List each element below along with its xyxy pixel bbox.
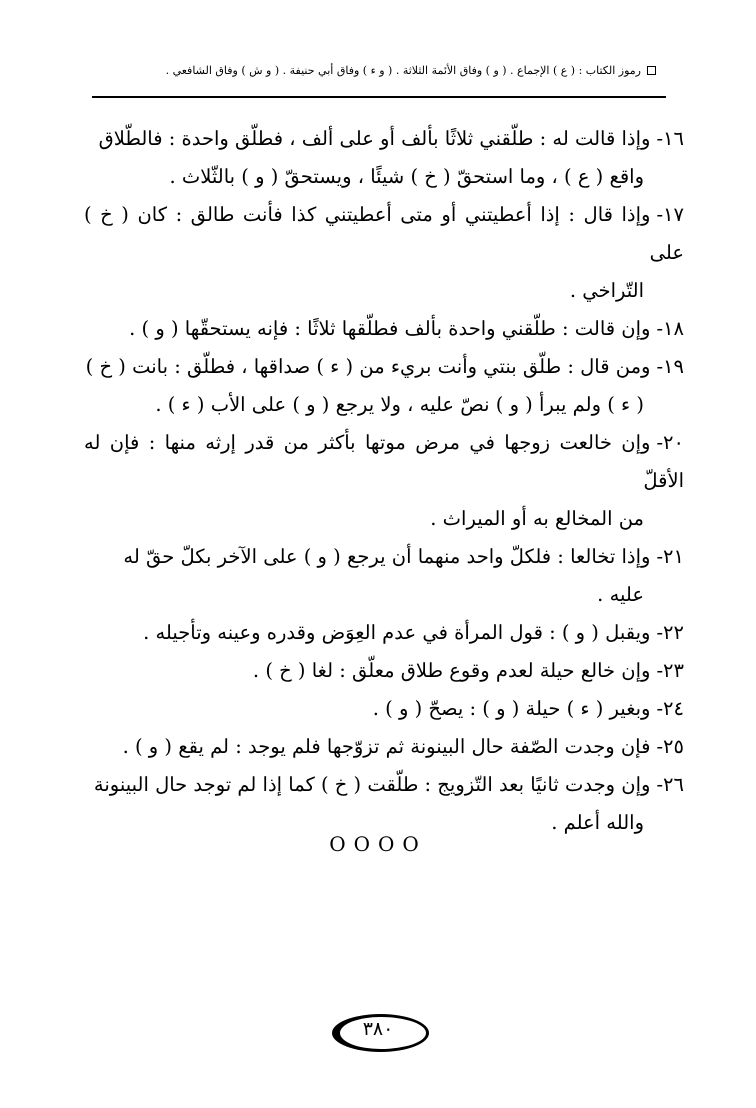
numbered-paragraph [84, 728, 684, 766]
paragraph-number: ٢٠- [656, 431, 684, 454]
paragraph-first-line [84, 728, 684, 766]
paragraph-number: ١٧- [656, 203, 684, 226]
paragraph-number: ٢٥- [656, 735, 684, 758]
square-bullet-icon [647, 66, 656, 75]
numbered-paragraph [84, 538, 684, 614]
paragraph-text: وإن وجدت ثانيًا بعد التّزويج : طلّقت ( خ ) كما إذا لم توجد حال البينونة [93, 773, 651, 796]
header-text: رموز الكتاب : ( ع ) الإجماع . ( و ) وفاق الأئمة الثلاثة . ( و ء ) وفاق أبي حنيفة . ( و ش ) وفاق الشافعي . [165, 64, 641, 77]
paragraph-number: ٢٣- [656, 659, 684, 682]
paragraph-text: وإذا قال : إذا أعطيتني أو متى أعطيتني كذا فأنت طالق : كان ( خ ) على [84, 203, 684, 264]
numbered-paragraph [84, 652, 684, 690]
paragraph-text: وإن خالعت زوجها في مرض موتها بأكثر من قدر إرثه منها : فإن له الأقلّ [84, 431, 684, 492]
paragraph-number: ١٩- [656, 355, 684, 378]
paragraph-text: وإن خالع حيلة لعدم وقوع طلاق معلّق : لغا ( خ ) . [252, 659, 651, 682]
numbered-paragraph [84, 120, 684, 196]
paragraph-text: ويقبل ( و ) : قول المرأة في عدم العِوَض وقدره وعينه وتأجيله . [143, 621, 651, 644]
numbered-paragraph [84, 310, 684, 348]
page-header [96, 64, 656, 77]
page-number: ٣٨٠ [362, 1018, 394, 1040]
paragraph-number: ٢٤- [656, 697, 684, 720]
page-number-badge [332, 1010, 424, 1050]
paragraph-text: فإن وجدت الصّفة حال البينونة ثم تزوّجها فلم يوجد : لم يقع ( و ) . [122, 735, 651, 758]
numbered-paragraph [84, 690, 684, 728]
paragraph-first-line [84, 766, 684, 804]
paragraph-continuation: عليه . [597, 583, 644, 606]
paragraph-text: وإن قالت : طلّقني واحدة بألف فطلّقها ثلاثًا : فإنه يستحقّها ( و ) . [129, 317, 651, 340]
paragraph-number: ١٦- [656, 127, 684, 150]
paragraph-text: وبغير ( ء ) حيلة ( و ) : يصحّ ( و ) . [372, 697, 651, 720]
paragraph-first-line [84, 690, 684, 728]
paragraph-first-line [84, 424, 684, 500]
paragraph-text: وإذا تخالعا : فلكلّ واحد منهما أن يرجع ( و ) على الآخر بكلّ حقّ له [123, 545, 651, 568]
paragraph-text: وإذا قالت له : طلّقني ثلاثًا بألف أو على ألف ، فطلّق واحدة : فالطّلاق [98, 127, 651, 150]
paragraph-number: ٢٢- [656, 621, 684, 644]
paragraph-continuation: والله أعلم . [551, 811, 644, 834]
numbered-paragraph [84, 614, 684, 652]
header-divider [92, 96, 666, 98]
paragraph-first-line [84, 538, 684, 576]
paragraph-number: ١٨- [656, 317, 684, 340]
paragraph-continuation: ( ء ) ولم يبرأ ( و ) نصّ عليه ، ولا يرجع ( و ) على الأب ( ء ) . [155, 393, 644, 416]
numbered-paragraph [84, 196, 684, 310]
paragraph-first-line [84, 196, 684, 272]
paragraph-continuation: من المخالع به أو الميراث . [430, 507, 644, 530]
paragraph-text: ومن قال : طلّق بنتي وأنت بريء من ( ء ) صداقها ، فطلّق : بانت ( خ ) [85, 355, 651, 378]
body-text [84, 120, 684, 842]
numbered-paragraph [84, 424, 684, 538]
paragraph-first-line [84, 310, 684, 348]
paragraph-continuation: واقع ( ع ) ، وما استحقّ ( خ ) شيئًا ، ويستحقّ ( و ) بالثّلاث . [169, 165, 644, 188]
paragraph-first-line [84, 652, 684, 690]
numbered-paragraph [84, 348, 684, 424]
numbered-paragraph [84, 766, 684, 842]
paragraph-first-line [84, 614, 684, 652]
paragraph-continuation: التّراخي . [569, 279, 644, 302]
paragraph-number: ٢٦- [656, 773, 684, 796]
paragraph-number: ٢١- [656, 545, 684, 568]
paragraph-first-line [84, 120, 684, 158]
section-ornament: OOOO [329, 832, 427, 856]
paragraph-first-line [84, 348, 684, 386]
